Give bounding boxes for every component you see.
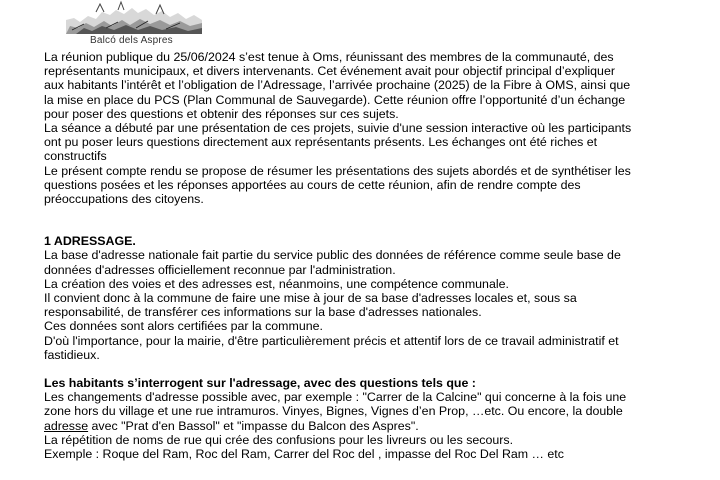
intro-line: La séance a débuté par une présentation de ces projets, suivie d'une session interactive où les participants xyxy=(44,121,632,136)
section-line: D'où l'importance, pour la mairie, d'être particulièrement précis et attentif lors de ce travail administratif et xyxy=(44,333,619,348)
intro-line: Le présent compte rendu se propose de résumer les présentations des sujets abordés et de synthétiser les xyxy=(44,163,631,178)
questions-line: Les changements d'adresse possible avec, par exemple : "Carrer de la Calcine" qui concerne à la fois une xyxy=(44,390,627,405)
intro-line: questions posées et les réponses apportées au cours de cette réunion, afin de rendre compte des xyxy=(44,177,581,192)
intro-paragraph xyxy=(44,50,714,206)
section-line: Il convient donc à la commune de faire une mise à jour de sa base d'adresses locales et, sous sa xyxy=(44,291,577,306)
section-line: Ces données sont alors certifiées par la commune. xyxy=(44,319,323,334)
underlined-word: adresse xyxy=(44,418,89,433)
questions-line: La répétition de noms de rue qui crée des confusions pour les livreurs ou les secours. xyxy=(44,432,514,447)
intro-line: ont pu poser leurs questions directement aux représentants présents. Les échanges ont été riches et xyxy=(44,135,598,150)
section-line: données d'adresses officiellement reconnue par l'administration. xyxy=(44,262,396,277)
intro-line: pour poser des questions et obtenir des réponses sur ces sujets. xyxy=(44,106,399,121)
intro-line: la mise en place du PCS (Plan Communal de Sauvegarde). Cette réunion offre l’opportunité d’un échange xyxy=(44,92,626,107)
spacer xyxy=(44,362,714,376)
intro-line: représentants municipaux, et divers intervenants. Cet événement avait pour objectif principal d’expliquer xyxy=(44,64,615,79)
header-caption: Balcó dels Aspres xyxy=(90,35,173,46)
section-line: La base d'adresse nationale fait partie du service public des données de référence comme seule base de xyxy=(44,248,621,263)
document-body xyxy=(44,50,714,461)
questions-line xyxy=(44,419,714,433)
landscape-sketch-icon xyxy=(66,0,202,34)
section-paragraph xyxy=(44,248,714,362)
questions-paragraph xyxy=(44,390,714,461)
questions-line: zone hors du village et une rue intramuros. Vinyes, Bignes, Vignes d’en Prop, …etc. Ou encore, la double xyxy=(44,404,623,419)
questions-line-rest: avec "Prat d'en Bassol" et "impasse du Balcon des Aspres". xyxy=(88,418,419,433)
intro-line: préoccupations des citoyens. xyxy=(44,192,204,207)
intro-line: constructifs xyxy=(44,149,107,164)
section-line: fastidieux. xyxy=(44,347,100,362)
section-heading: 1 ADRESSAGE. xyxy=(44,234,136,249)
header-illustration xyxy=(66,0,202,34)
spacer xyxy=(44,206,714,234)
questions-heading: Les habitants s’interrogent sur l'adressage, avec des questions tels que : xyxy=(44,376,476,391)
intro-line: aux habitants l’intérêt et l’obligation de l’Adressage, l’arrivée prochaine (2025) de la Fibre à OMS, ainsi que xyxy=(44,78,631,93)
questions-line: Exemple : Roque del Ram, Roc del Ram, Carrer del Roc del , impasse del Roc Del Ram … etc xyxy=(44,447,564,462)
section-line: responsabilité, de transférer ces informations sur la base d'adresses nationales. xyxy=(44,305,482,320)
section-line: La création des voies et des adresses est, néanmoins, une compétence communale. xyxy=(44,276,509,291)
intro-line: La réunion publique du 25/06/2024 s’est tenue à Oms, réunissant des membres de la communauté, des xyxy=(44,50,614,64)
